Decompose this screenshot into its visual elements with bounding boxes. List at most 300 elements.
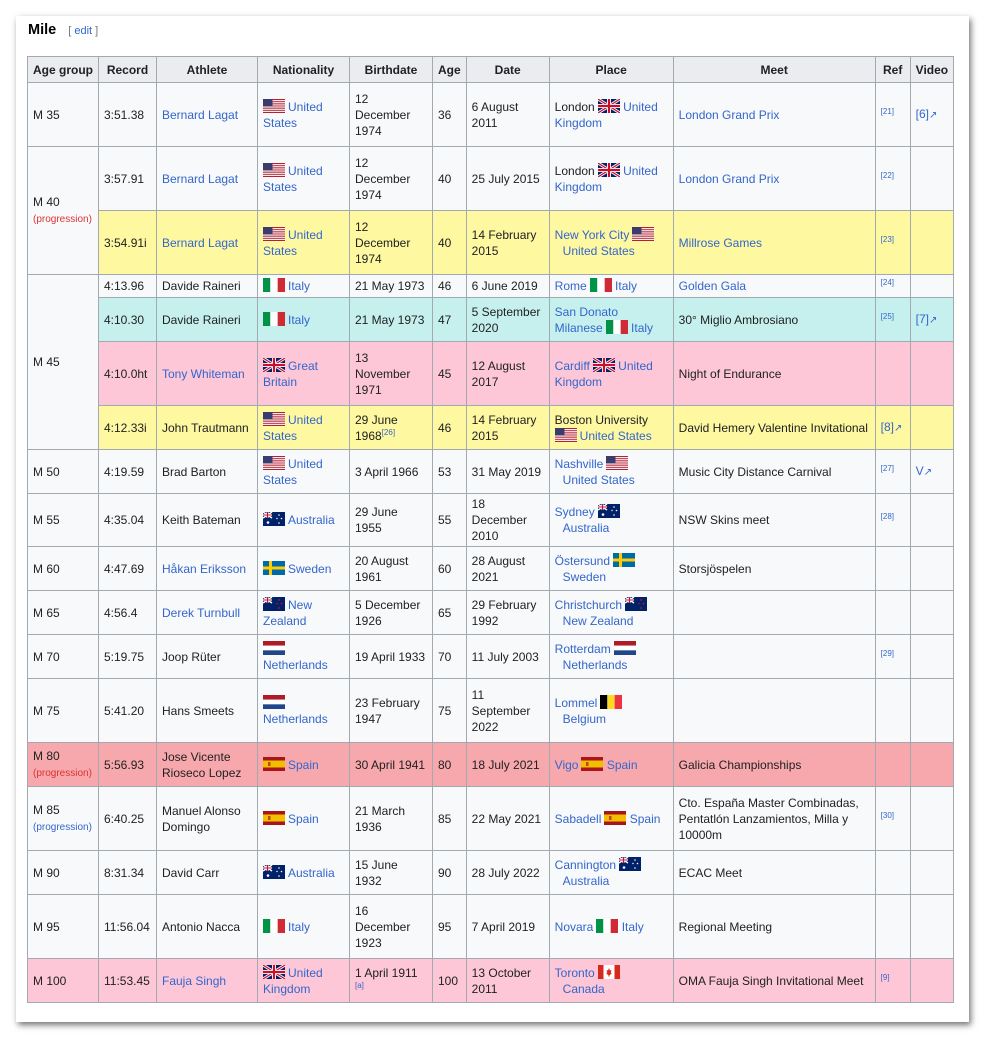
section-heading (28, 22, 98, 38)
place-cell (549, 406, 673, 450)
col-place[interactable]: Place (549, 57, 673, 83)
nationality-link[interactable]: Sweden (288, 561, 332, 576)
nationality-cell (258, 147, 350, 211)
athlete-link[interactable]: Fauja Singh (162, 973, 227, 988)
birthdate-cell: 30 April 1941 (350, 743, 433, 787)
place-cell (549, 959, 673, 1003)
italy-flag-icon (263, 919, 285, 933)
col-meet[interactable]: Meet (673, 57, 875, 83)
date-cell: 13 October 2011 (466, 959, 549, 1003)
meet-cell: Storsjöspelen (673, 547, 875, 591)
meet-cell: OMA Fauja Singh Invitational Meet (673, 959, 875, 1003)
age-cell: 70 (433, 635, 467, 679)
nationality-cell (258, 342, 350, 406)
nationality-link[interactable]: Australia (288, 865, 335, 880)
header-row (28, 57, 954, 83)
birthdate-cell: 21 May 1973 (350, 275, 433, 298)
ref-cell (875, 635, 910, 679)
place-cell (549, 147, 673, 211)
place-cell (549, 743, 673, 787)
progression-link[interactable]: (progression) (33, 821, 92, 833)
birthdate-cell: 19 April 1933 (350, 635, 433, 679)
athlete-link[interactable]: Tony Whiteman (162, 366, 245, 381)
date-cell: 28 July 2022 (466, 851, 549, 895)
athlete-link[interactable]: Derek Turnbull (162, 605, 241, 620)
ref-cell (875, 147, 910, 211)
video-cell (910, 787, 953, 851)
age-group-cell: M 65 (28, 591, 99, 635)
place-country-link[interactable]: Italy (631, 320, 654, 335)
table-row (28, 851, 954, 895)
meet-link[interactable]: Millrose Games (678, 235, 763, 250)
record-cell: 4:35.04 (99, 494, 157, 547)
place-city-link[interactable]: San Donato Milanese (554, 304, 619, 335)
meet-cell: 30° Miglio Ambrosiano (673, 298, 875, 342)
place-cell (549, 494, 673, 547)
place-city: Boston University (554, 412, 649, 427)
date-cell: 18 July 2021 (466, 743, 549, 787)
record-cell: 5:19.75 (99, 635, 157, 679)
place-city-link[interactable]: Rotterdam (554, 641, 611, 656)
spain-flag-icon (581, 757, 603, 771)
ref-link[interactable]: [28] (880, 512, 895, 521)
section-title: Mile (28, 22, 57, 38)
ref-cell (875, 743, 910, 787)
date-cell: 11 September 2022 (466, 679, 549, 743)
date-cell: 22 May 2021 (466, 787, 549, 851)
italy-flag-icon (596, 919, 618, 933)
ref-cell (875, 591, 910, 635)
age-cell: 36 (433, 83, 467, 147)
ref-link[interactable]: [23] (880, 234, 895, 244)
birthdate-cell: 13 November 1971 (350, 342, 433, 406)
birthdate-cell: 5 December 1926 (350, 591, 433, 635)
ref-cell (875, 211, 910, 275)
date-cell: 14 February 2015 (466, 406, 549, 450)
athlete-cell: Davide Raineri (157, 275, 258, 298)
record-cell: 4:47.69 (99, 547, 157, 591)
birthdate-cell: 21 March 1936 (350, 787, 433, 851)
place-country-link[interactable]: United Kingdom (554, 358, 653, 389)
uk-flag-icon (263, 358, 285, 372)
ref-link[interactable]: [27] (880, 463, 895, 473)
age-group-cell: M 100 (28, 959, 99, 1003)
age-cell: 60 (433, 547, 467, 591)
progression-link[interactable]: (progression) (33, 213, 92, 225)
ref-cell (875, 787, 910, 851)
place-cell (549, 679, 673, 743)
age-cell: 47 (433, 298, 467, 342)
meet-cell: Night of Endurance (673, 342, 875, 406)
age-group-cell: M 70 (28, 635, 99, 679)
place-city-link[interactable]: Toronto (554, 965, 595, 980)
place-country-link[interactable]: United Kingdom (554, 99, 658, 130)
video-cell (910, 547, 953, 591)
nationality-link[interactable]: Italy (288, 919, 311, 934)
ref-link[interactable]: [9] (880, 972, 890, 982)
progression-link[interactable]: (progression) (33, 767, 92, 779)
place-country-link[interactable]: United Kingdom (554, 163, 658, 194)
video-cell (910, 83, 953, 147)
age-group-cell: M 75 (28, 679, 99, 743)
spain-flag-icon (263, 757, 285, 771)
athlete-link[interactable]: Bernard Lagat (162, 171, 239, 186)
video-cell (910, 635, 953, 679)
ref-cell (875, 494, 910, 547)
place-country-link[interactable]: United States (579, 428, 652, 443)
athlete-cell (157, 211, 258, 275)
date-cell: 12 August 2017 (466, 342, 549, 406)
age-group-cell: M 90 (28, 851, 99, 895)
athlete-link[interactable]: Bernard Lagat (162, 107, 239, 122)
external-link-icon: ↗ (923, 466, 933, 478)
col-record[interactable]: Record (99, 57, 157, 83)
athlete-cell: Jose Vicente Rioseco Lopez (157, 743, 258, 787)
age-group-cell: M 40 (progression) (28, 147, 99, 275)
place-country-link[interactable]: United States (562, 472, 635, 487)
meet-cell (673, 83, 875, 147)
place-country-link[interactable]: Italy (621, 919, 644, 934)
age-cell: 55 (433, 494, 467, 547)
place-cell (549, 591, 673, 635)
place-cell (549, 342, 673, 406)
birthdate-cell: 12 December 1974 (350, 211, 433, 275)
ref-link[interactable]: [24] (880, 278, 895, 287)
place-city-link[interactable]: Lommel (554, 695, 598, 710)
meet-cell (673, 591, 875, 635)
nationality-link[interactable]: New Zealand (263, 597, 313, 628)
nationality-link[interactable]: Netherlands (263, 711, 328, 726)
meet-cell (673, 635, 875, 679)
usa-flag-icon (632, 227, 654, 241)
place-city-link[interactable]: Sabadell (554, 811, 602, 826)
place-country-link[interactable]: United States (562, 243, 635, 258)
nationality-link[interactable]: United States (263, 456, 323, 487)
record-cell: 3:57.91 (99, 147, 157, 211)
date-cell: 6 June 2019 (466, 275, 549, 298)
nationality-cell (258, 787, 350, 851)
ref-cell (875, 275, 910, 298)
place-city: London (554, 163, 595, 178)
australia-flag-icon (263, 865, 285, 879)
record-cell: 8:31.34 (99, 851, 157, 895)
place-city-link[interactable]: Christchurch (554, 597, 623, 612)
australia-flag-icon (619, 857, 641, 871)
ref-cell (875, 679, 910, 743)
age-cell: 53 (433, 450, 467, 494)
place-city-link[interactable]: Cannington (554, 857, 617, 872)
video-cell (910, 851, 953, 895)
place-country-link[interactable]: Australia (562, 873, 610, 888)
ref-cell (875, 342, 910, 406)
meet-cell (673, 211, 875, 275)
record-cell: 4:13.96 (99, 275, 157, 298)
ref-link[interactable]: [29] (880, 648, 895, 658)
nationality-cell (258, 450, 350, 494)
meet-cell (673, 679, 875, 743)
meet-cell: ECAC Meet (673, 851, 875, 895)
place-city-link[interactable]: New York City (554, 227, 630, 242)
table-row (28, 211, 954, 275)
record-cell: 5:41.20 (99, 679, 157, 743)
col-date[interactable]: Date (466, 57, 549, 83)
italy-flag-icon (263, 278, 285, 292)
age-group-cell: M 45 (28, 275, 99, 450)
nationality-cell (258, 959, 350, 1003)
birthdate-cell: 15 June 1932 (350, 851, 433, 895)
nationality-cell (258, 406, 350, 450)
place-country-link[interactable]: New Zealand (562, 613, 634, 628)
video-link[interactable]: [7] (915, 311, 930, 326)
meet-cell: Cto. España Master Combinadas, Pentatlón Lanzamientos, Milla y 10000m (673, 787, 875, 851)
record-cell: 4:19.59 (99, 450, 157, 494)
ref-cell (875, 450, 910, 494)
date-cell: 11 July 2003 (466, 635, 549, 679)
athlete-cell (157, 342, 258, 406)
edit-section: [ edit ] (68, 25, 99, 37)
video-cell (910, 275, 953, 298)
ref-link[interactable]: [30] (880, 810, 895, 820)
usa-flag-icon (555, 428, 577, 442)
place-city-link[interactable]: Sydney (554, 505, 595, 519)
table-row (28, 635, 954, 679)
video-cell (910, 342, 953, 406)
record-cell: 3:54.91i (99, 211, 157, 275)
age-cell: 45 (433, 342, 467, 406)
netherlands-flag-icon (614, 641, 636, 655)
meet-cell (673, 275, 875, 298)
usa-flag-icon (263, 227, 285, 241)
place-country-link[interactable]: Sweden (562, 569, 607, 584)
athlete-cell: Brad Barton (157, 450, 258, 494)
place-country-link[interactable]: Italy (615, 279, 638, 293)
nationality-link[interactable]: Netherlands (263, 657, 328, 672)
date-cell: 7 April 2019 (466, 895, 549, 959)
video-cell (910, 895, 953, 959)
meet-cell: Galicia Championships (673, 743, 875, 787)
record-cell: 4:12.33i (99, 406, 157, 450)
nationality-link[interactable]: United States (263, 412, 323, 443)
place-city: London (554, 99, 595, 114)
birthdate-cell: 20 August 1961 (350, 547, 433, 591)
table-row (28, 406, 954, 450)
nationality-link[interactable]: United States (263, 227, 323, 258)
ref-link[interactable]: [22] (880, 170, 895, 180)
col-ref[interactable]: Ref (875, 57, 910, 83)
spain-flag-icon (263, 811, 285, 825)
birthdate-cell: 29 June 1968[26] (350, 406, 433, 450)
place-cell (549, 298, 673, 342)
nationality-link[interactable]: United States (263, 163, 323, 194)
age-cell: 46 (433, 406, 467, 450)
ref-cell (875, 298, 910, 342)
ref-link[interactable]: [25] (880, 311, 895, 321)
record-cell: 4:10.0ht (99, 342, 157, 406)
place-country-link[interactable]: Spain (629, 811, 661, 826)
italy-flag-icon (590, 278, 612, 292)
age-cell: 100 (433, 959, 467, 1003)
athlete-cell: Antonio Nacca (157, 895, 258, 959)
australia-flag-icon (598, 504, 620, 518)
uk-flag-icon (598, 163, 620, 177)
table-container (16, 16, 969, 1022)
table-row (28, 494, 954, 547)
video-cell (910, 591, 953, 635)
record-cell: 11:53.45 (99, 959, 157, 1003)
nationality-cell (258, 635, 350, 679)
netherlands-flag-icon (263, 641, 285, 655)
age-cell: 46 (433, 275, 467, 298)
date-cell: 14 February 2015 (466, 211, 549, 275)
uk-flag-icon (598, 99, 620, 113)
nationality-cell (258, 591, 350, 635)
athlete-link[interactable]: Håkan Eriksson (162, 561, 247, 576)
italy-flag-icon (263, 312, 285, 326)
sweden-flag-icon (613, 553, 635, 567)
col-age-group[interactable]: Age group (28, 57, 99, 83)
record-cell: 5:56.93 (99, 743, 157, 787)
col-birthdate[interactable]: Birthdate (350, 57, 433, 83)
date-cell: 29 February 1992 (466, 591, 549, 635)
video-cell (910, 743, 953, 787)
col-nationality[interactable]: Nationality (258, 57, 350, 83)
athlete-cell: Joop Rüter (157, 635, 258, 679)
nationality-link[interactable]: Spain (288, 757, 319, 772)
athlete-cell (157, 83, 258, 147)
nationality-link[interactable]: Italy (288, 312, 311, 327)
uk-flag-icon (263, 965, 285, 979)
usa-flag-icon (263, 412, 285, 426)
date-cell: 25 July 2015 (466, 147, 549, 211)
nationality-cell (258, 679, 350, 743)
video-link[interactable]: V (915, 463, 924, 478)
meet-link[interactable]: London Grand Prix (678, 171, 780, 186)
table-row (28, 787, 954, 851)
ref-link[interactable]: [21] (880, 106, 895, 116)
video-link[interactable]: [6] (915, 106, 930, 121)
nationality-link[interactable]: Great Britain (263, 358, 319, 389)
video-cell (910, 959, 953, 1003)
uk-flag-icon (593, 358, 615, 372)
ref-link[interactable]: [26] (381, 427, 396, 437)
athlete-cell: Manuel Alonso Domingo (157, 787, 258, 851)
canada-flag-icon (598, 965, 620, 979)
ref-cell (875, 547, 910, 591)
age-group-cell: M 95 (28, 895, 99, 959)
age-cell: 75 (433, 679, 467, 743)
record-cell: 3:51.38 (99, 83, 157, 147)
age-group-cell: M 50 (28, 450, 99, 494)
age-cell: 90 (433, 851, 467, 895)
place-country-link[interactable]: Netherlands (562, 657, 628, 672)
record-cell: 4:10.30 (99, 298, 157, 342)
video-cell (910, 406, 953, 450)
place-city-link[interactable]: Östersund (554, 553, 611, 568)
meet-link[interactable]: London Grand Prix (678, 107, 780, 122)
nationality-link[interactable]: Australia (288, 513, 335, 527)
athlete-cell (157, 959, 258, 1003)
belgium-flag-icon (600, 695, 622, 709)
nationality-link[interactable]: Spain (288, 811, 319, 826)
place-city-link[interactable]: Rome (554, 279, 587, 293)
place-cell (549, 895, 673, 959)
nationality-link[interactable]: United Kingdom (263, 965, 323, 996)
note-link[interactable]: [a] (355, 980, 364, 990)
birthdate-cell: 12 December 1974 (350, 147, 433, 211)
spain-flag-icon (604, 811, 626, 825)
nationality-cell (258, 743, 350, 787)
age-cell: 85 (433, 787, 467, 851)
place-cell (549, 211, 673, 275)
usa-flag-icon (263, 99, 285, 113)
place-cell (549, 275, 673, 298)
place-country-link[interactable]: Belgium (562, 711, 607, 726)
usa-flag-icon (263, 456, 285, 470)
col-video[interactable]: Video (910, 57, 953, 83)
meet-link[interactable]: Golden Gala (678, 279, 747, 293)
meet-cell: Regional Meeting (673, 895, 875, 959)
meet-cell: Music City Distance Carnival (673, 450, 875, 494)
birthdate-cell: 3 April 1966 (350, 450, 433, 494)
nationality-link[interactable]: Italy (288, 279, 311, 293)
place-city-link[interactable]: Nashville (554, 456, 604, 471)
place-country-link[interactable]: Canada (562, 981, 605, 996)
col-age[interactable]: Age (433, 57, 467, 83)
place-city-link[interactable]: Cardiff (554, 358, 590, 373)
external-link-icon: ↗ (894, 422, 903, 434)
place-country-link[interactable]: Australia (562, 521, 610, 535)
nationality-cell (258, 298, 350, 342)
edit-link[interactable]: edit (74, 25, 93, 37)
place-country-link[interactable]: Spain (606, 757, 638, 772)
nationality-cell (258, 83, 350, 147)
place-city-link[interactable]: Novara (554, 919, 594, 934)
video-cell (910, 450, 953, 494)
place-cell (549, 450, 673, 494)
sweden-flag-icon (263, 561, 285, 575)
place-cell (549, 83, 673, 147)
table-row (28, 450, 954, 494)
place-cell (549, 547, 673, 591)
meet-cell: David Hemery Valentine Invitational (673, 406, 875, 450)
date-cell: 6 August 2011 (466, 83, 549, 147)
ref-link[interactable]: [8] (880, 419, 895, 434)
ref-cell (875, 959, 910, 1003)
athlete-cell (157, 591, 258, 635)
nationality-link[interactable]: United States (263, 99, 323, 130)
records-table (27, 56, 954, 1003)
usa-flag-icon (263, 163, 285, 177)
italy-flag-icon (606, 320, 628, 334)
ref-cell (875, 895, 910, 959)
table-row (28, 743, 954, 787)
external-link-icon: ↗ (929, 314, 938, 326)
table-row (28, 591, 954, 635)
place-cell (549, 635, 673, 679)
age-cell: 65 (433, 591, 467, 635)
place-city-link[interactable]: Vigo (554, 757, 579, 772)
new-zealand-flag-icon (625, 597, 647, 611)
ref-cell (875, 83, 910, 147)
age-cell: 40 (433, 211, 467, 275)
athlete-link[interactable]: Bernard Lagat (162, 235, 239, 250)
athlete-cell (157, 147, 258, 211)
col-athlete[interactable]: Athlete (157, 57, 258, 83)
date-cell: 28 August 2021 (466, 547, 549, 591)
athlete-cell: John Trautmann (157, 406, 258, 450)
date-cell: 18 December 2010 (466, 494, 549, 547)
australia-flag-icon (263, 512, 285, 526)
